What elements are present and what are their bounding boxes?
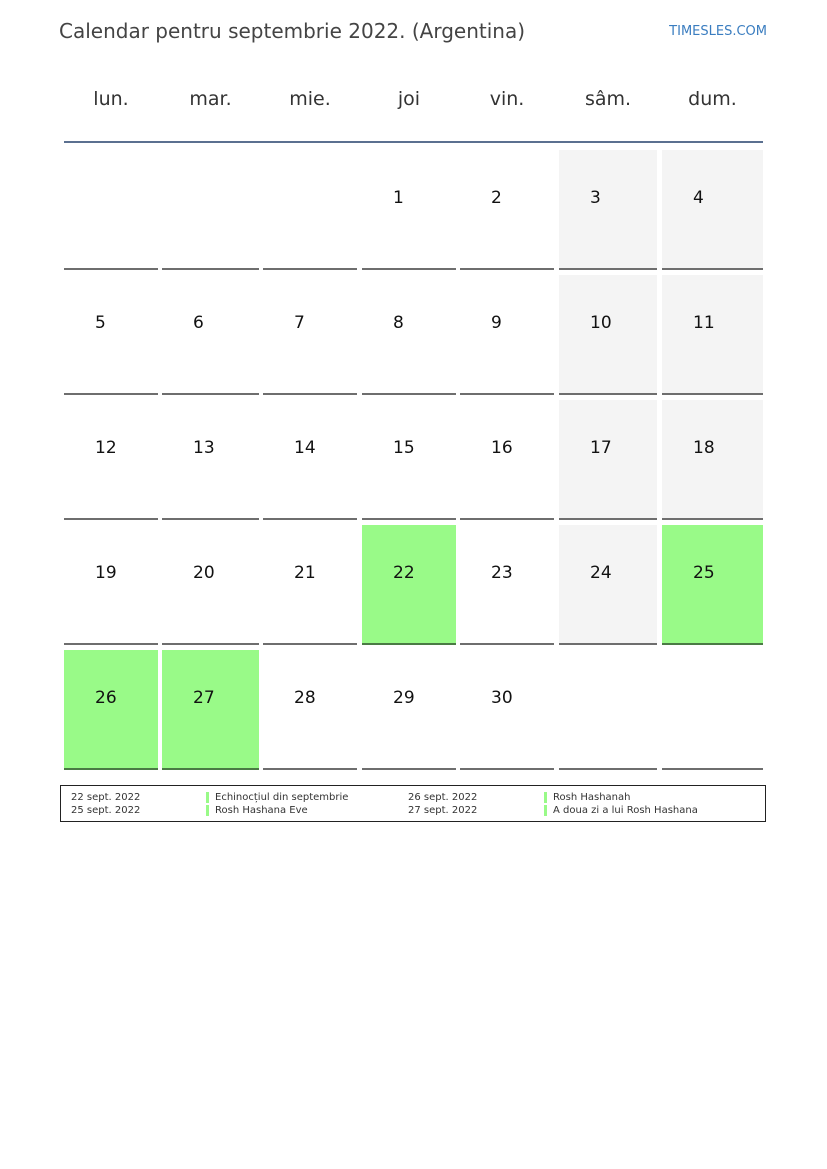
day-cell (64, 525, 158, 645)
day-cell (559, 525, 657, 645)
day-cell (64, 150, 158, 270)
day-cell (263, 150, 357, 270)
day-cell (662, 150, 763, 270)
day-number: 10 (590, 313, 612, 333)
legend-date: 26 sept. 2022 (408, 792, 478, 803)
calendar-grid (64, 145, 763, 770)
day-cell (460, 275, 554, 395)
page-title: Calendar pentru septembrie 2022. (Argentina) (59, 19, 526, 43)
day-number: 12 (95, 438, 117, 458)
legend-holiday-name: Rosh Hashana Eve (206, 805, 308, 816)
day-number: 15 (393, 438, 415, 458)
day-cell (362, 650, 456, 770)
day-cell (559, 275, 657, 395)
day-cell (362, 525, 456, 645)
day-cell (460, 150, 554, 270)
day-number: 7 (294, 313, 305, 333)
day-number: 16 (491, 438, 513, 458)
day-number: 18 (693, 438, 715, 458)
day-cell (162, 400, 259, 520)
day-number: 28 (294, 688, 316, 708)
legend-holiday-name: A doua zi a lui Rosh Hashana (544, 805, 698, 816)
day-cell (162, 650, 259, 770)
day-cell (263, 525, 357, 645)
day-number: 8 (393, 313, 404, 333)
day-cell (559, 400, 657, 520)
day-number: 29 (393, 688, 415, 708)
day-cell (263, 275, 357, 395)
weekday-label: mar. (189, 88, 232, 110)
day-number: 25 (693, 563, 715, 583)
day-number: 17 (590, 438, 612, 458)
day-number: 1 (393, 188, 404, 208)
day-cell (362, 150, 456, 270)
day-number: 9 (491, 313, 502, 333)
day-cell (662, 525, 763, 645)
weekday-label: mie. (289, 88, 331, 110)
day-number: 30 (491, 688, 513, 708)
day-number: 21 (294, 563, 316, 583)
day-number: 26 (95, 688, 117, 708)
day-number: 3 (590, 188, 601, 208)
day-number: 11 (693, 313, 715, 333)
weekday-label: lun. (93, 88, 129, 110)
legend-date: 25 sept. 2022 (71, 805, 141, 816)
day-cell (64, 650, 158, 770)
day-cell (162, 275, 259, 395)
weekday-label: vin. (489, 88, 525, 110)
day-cell (662, 275, 763, 395)
day-cell (662, 650, 763, 770)
day-number: 27 (193, 688, 215, 708)
site-link[interactable]: TIMESLES.COM (669, 24, 767, 39)
day-cell (162, 150, 259, 270)
day-number: 19 (95, 563, 117, 583)
holiday-legend (60, 785, 766, 822)
day-cell (460, 400, 554, 520)
header-divider (64, 141, 763, 143)
weekday-header-row (64, 88, 763, 120)
day-number: 5 (95, 313, 106, 333)
legend-date: 22 sept. 2022 (71, 792, 141, 803)
day-cell (460, 525, 554, 645)
legend-date: 27 sept. 2022 (408, 805, 478, 816)
day-number: 20 (193, 563, 215, 583)
day-cell (662, 400, 763, 520)
day-number: 4 (693, 188, 704, 208)
day-cell (64, 275, 158, 395)
weekday-label: joi (397, 88, 421, 110)
day-cell (460, 650, 554, 770)
day-cell (64, 400, 158, 520)
day-number: 24 (590, 563, 612, 583)
day-number: 13 (193, 438, 215, 458)
day-cell (362, 400, 456, 520)
day-cell (559, 650, 657, 770)
day-cell (362, 275, 456, 395)
day-number: 2 (491, 188, 502, 208)
day-number: 22 (393, 563, 415, 583)
day-cell (162, 525, 259, 645)
day-number: 6 (193, 313, 204, 333)
day-cell (263, 400, 357, 520)
legend-holiday-name: Echinocțiul din septembrie (206, 792, 348, 803)
legend-holiday-name: Rosh Hashanah (544, 792, 630, 803)
day-number: 23 (491, 563, 513, 583)
day-number: 14 (294, 438, 316, 458)
weekday-label: dum. (688, 88, 737, 110)
day-cell (263, 650, 357, 770)
weekday-label: sâm. (584, 88, 632, 110)
day-cell (559, 150, 657, 270)
